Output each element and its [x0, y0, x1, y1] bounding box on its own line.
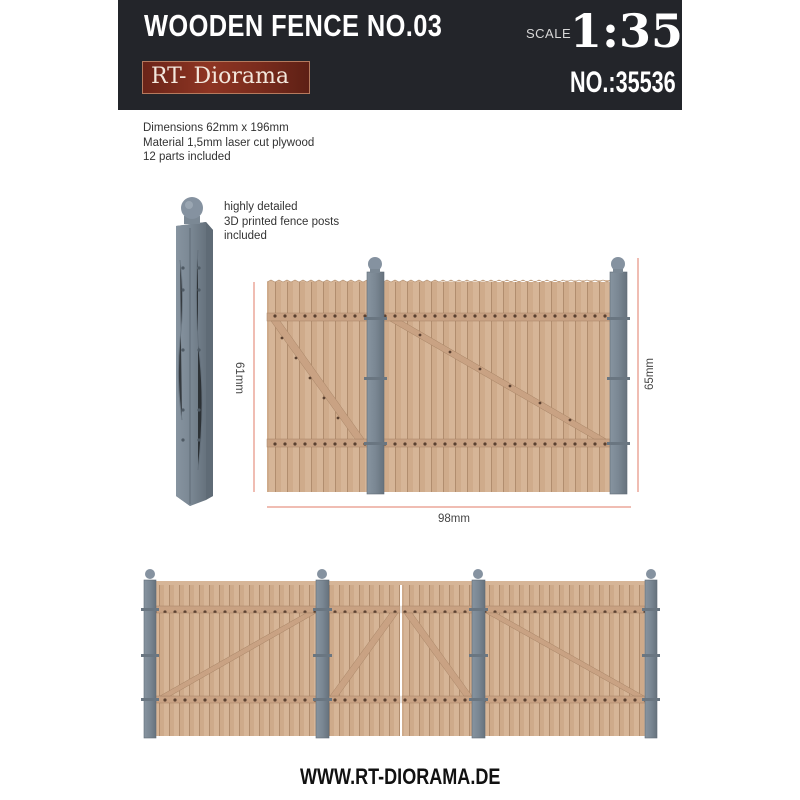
website-footer [0, 764, 800, 790]
fence-post [607, 257, 630, 494]
post-note-line: included [224, 230, 267, 242]
dimension-width: 98mm [438, 513, 470, 525]
post-note-line: 3D printed fence posts [224, 215, 340, 228]
spec-parts: 12 parts included [143, 151, 231, 163]
fence-post-large [176, 197, 213, 506]
fence-post [364, 257, 387, 494]
spec-material: Material 1,5mm laser cut plywood [143, 136, 315, 149]
spec-dimensions: Dimensions 62mm x 196mm [143, 122, 289, 134]
dimension-right-height: 65mm [643, 358, 656, 390]
brand-logo-text: RT- Diorama [151, 64, 289, 89]
scale-value: 1:35 [570, 4, 684, 58]
scale-label: SCALE [526, 26, 572, 41]
fence-assembly-gate [141, 569, 660, 738]
product-code: NO.:35536 [570, 66, 676, 99]
product-title: WOODEN FENCE NO.03 [144, 8, 443, 43]
fence-assembly-main [267, 257, 630, 494]
website-url[interactable]: WWW.RT-DIORAMA.DE [299, 764, 501, 789]
dimension-left-height: 61mm [232, 362, 245, 394]
post-note-line: highly detailed [224, 201, 298, 213]
